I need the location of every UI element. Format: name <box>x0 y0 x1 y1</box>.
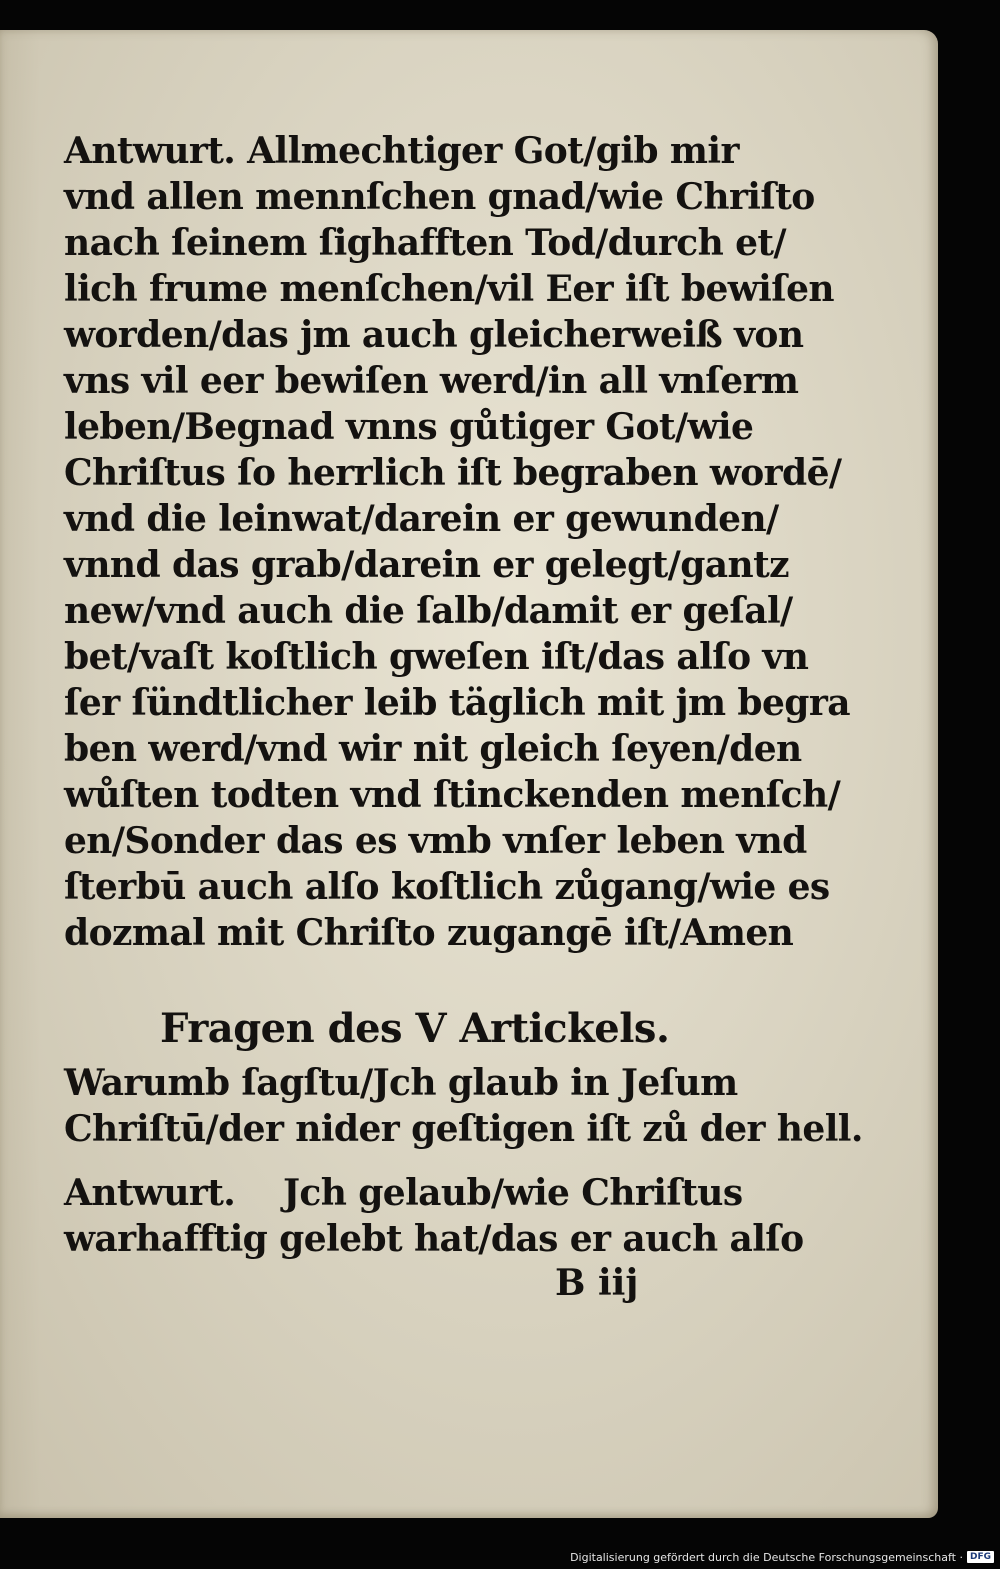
text-line: vnnd das grab/darein er gelegt/gantz <box>64 544 789 586</box>
book-page <box>0 30 938 1518</box>
text-line: lich frume menſchen/vil Eer iſt bewiſen <box>64 268 834 310</box>
question-paragraph <box>64 1060 863 1152</box>
paragraph-antwurt-1 <box>64 128 850 956</box>
text-line: ben werd/vnd wir nit gleich ſeyen/den <box>64 728 802 770</box>
text-line: Warumb ſagſtu/Jch glaub in Jeſum <box>64 1062 738 1104</box>
text-line: dozmal mit Chriſto zugangē iſt/Amen <box>64 912 794 954</box>
text-line: ſer ſündtlicher leib täglich mit jm begra <box>64 682 850 724</box>
dfg-logo-icon: DFG <box>967 1551 994 1563</box>
text-line: vnd allen mennſchen gnad/wie Chriſto <box>64 176 815 218</box>
section-heading: Fragen des V Artickels. <box>160 1005 670 1052</box>
text-line: new/vnd auch die ſalb/damit er geſal/ <box>64 590 793 632</box>
text-line: Chriſtū/der nider geſtigen iſt zů der hell. <box>64 1108 863 1150</box>
text-line: bet/vaſt koſtlich gweſen iſt/das alſo vn <box>64 636 809 678</box>
text-line: ſterbū auch alſo koſtlich zůgang/wie es <box>64 866 830 908</box>
text-line: en/Sonder das es vmb vnſer leben vnd <box>64 820 807 862</box>
answer-paragraph <box>64 1170 804 1262</box>
text-line: Antwurt. Allmechtiger Got/gib mir <box>64 130 739 172</box>
text-line: leben/Begnad vnns gůtiger Got/wie <box>64 406 754 448</box>
text-line: Chriſtus ſo herrlich iſt begraben wordē/ <box>64 452 842 494</box>
text-line: Antwurt. Jch gelaub/wie Chriſtus <box>64 1172 743 1214</box>
text-line: vns vil eer bewiſen werd/in all vnſerm <box>64 360 799 402</box>
digitization-credit <box>570 1549 994 1565</box>
text-line: warhafftig gelebt hat/das er auch alſo <box>64 1218 804 1260</box>
credit-text: Digitalisierung gefördert durch die Deutsche Forschungsgemeinschaft · <box>570 1550 963 1564</box>
text-line: worden/das jm auch gleicherweiß von <box>64 314 804 356</box>
text-line: vnd die leinwat/darein er gewunden/ <box>64 498 779 540</box>
text-line: wůſten todten vnd ſtinckenden menſch/ <box>64 774 841 816</box>
signature-mark: B iij <box>555 1262 639 1304</box>
text-line: nach ſeinem ſighafften Tod/durch et/ <box>64 222 786 264</box>
